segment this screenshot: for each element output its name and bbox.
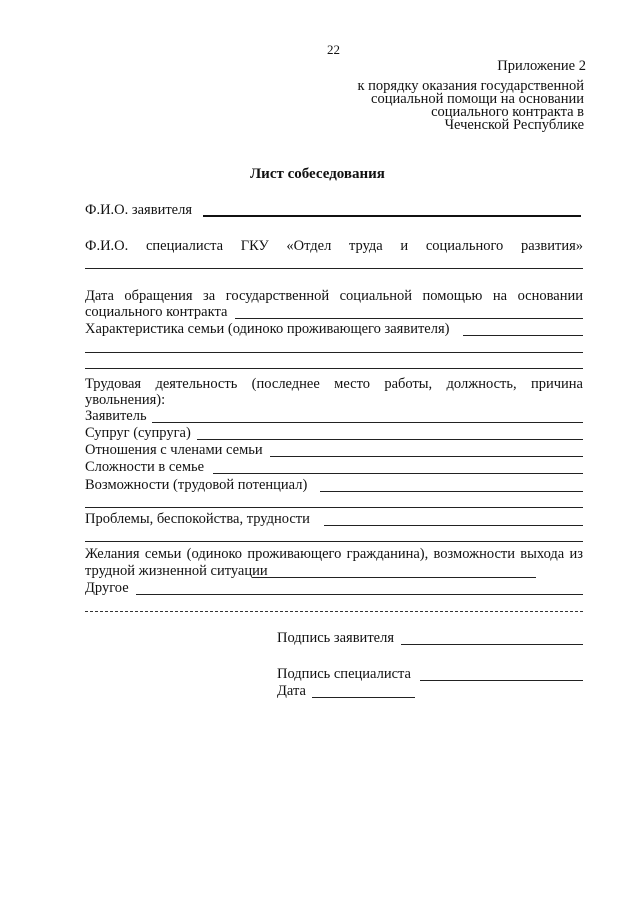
request-date-label-2: социального контракта [85,304,228,320]
appendix-line-2: социальной помощи на основании [371,91,584,107]
problems-field-2[interactable] [85,541,583,542]
applicant-signature-field[interactable] [401,644,583,645]
appendix-line-4: Чеченской Республике [444,117,584,133]
specialist-name-label: Ф.И.О. специалиста ГКУ «Отдел труда и социального развития» [85,238,583,254]
spouse-field[interactable] [197,439,583,440]
family-characteristic-field[interactable] [463,335,583,336]
applicant-signature-label: Подпись заявителя [277,630,394,646]
opportunities-label: Возможности (трудовой потенциал) [85,477,308,493]
other-field[interactable] [136,594,583,595]
work-activity-label-1: Трудовая деятельность (последнее место работы, должность, причина [85,376,583,392]
work-activity-label-2: увольнения): [85,392,166,408]
family-relations-field[interactable] [270,456,583,457]
problems-label: Проблемы, беспокойства, трудности [85,511,310,527]
other-field-2[interactable] [85,611,583,612]
request-date-label-1: Дата обращения за государственной социальной помощью на основании [85,288,583,304]
specialist-name-field[interactable] [85,268,583,269]
applicant-field[interactable] [152,422,583,423]
problems-field[interactable] [324,525,583,526]
family-difficulties-field[interactable] [213,473,583,474]
appendix-title: Приложение 2 [497,58,586,74]
family-characteristic-field-2[interactable] [85,352,583,353]
applicant-name-label: Ф.И.О. заявителя [85,202,193,218]
appendix-line-1: к порядку оказания государственной [357,78,584,94]
document-title: Лист собеседования [250,166,385,182]
appendix-line-3: социального контракта в [431,104,584,120]
family-characteristic-field-3[interactable] [85,368,583,369]
applicant-name-field[interactable] [203,215,581,217]
page-number: 22 [327,42,340,57]
spouse-label: Супруг (супруга) [85,425,191,441]
wishes-field[interactable] [252,577,536,578]
applicant-label: Заявитель [85,408,147,424]
other-label: Другое [85,580,129,596]
opportunities-field[interactable] [320,491,583,492]
specialist-signature-field[interactable] [420,680,583,681]
family-difficulties-label: Сложности в семье [85,459,205,475]
date-field[interactable] [312,697,415,698]
date-label: Дата [277,683,306,699]
opportunities-field-2[interactable] [85,507,583,508]
wishes-label-2: трудной жизненной ситуации [85,563,268,579]
specialist-signature-label: Подпись специалиста [277,666,411,682]
family-relations-label: Отношения с членами семьи [85,442,263,458]
request-date-field[interactable] [235,318,583,319]
family-characteristic-label: Характеристика семьи (одиноко проживающего заявителя) [85,321,450,337]
wishes-label-1: Желания семьи (одиноко проживающего гражданина), возможности выхода из [85,546,583,562]
